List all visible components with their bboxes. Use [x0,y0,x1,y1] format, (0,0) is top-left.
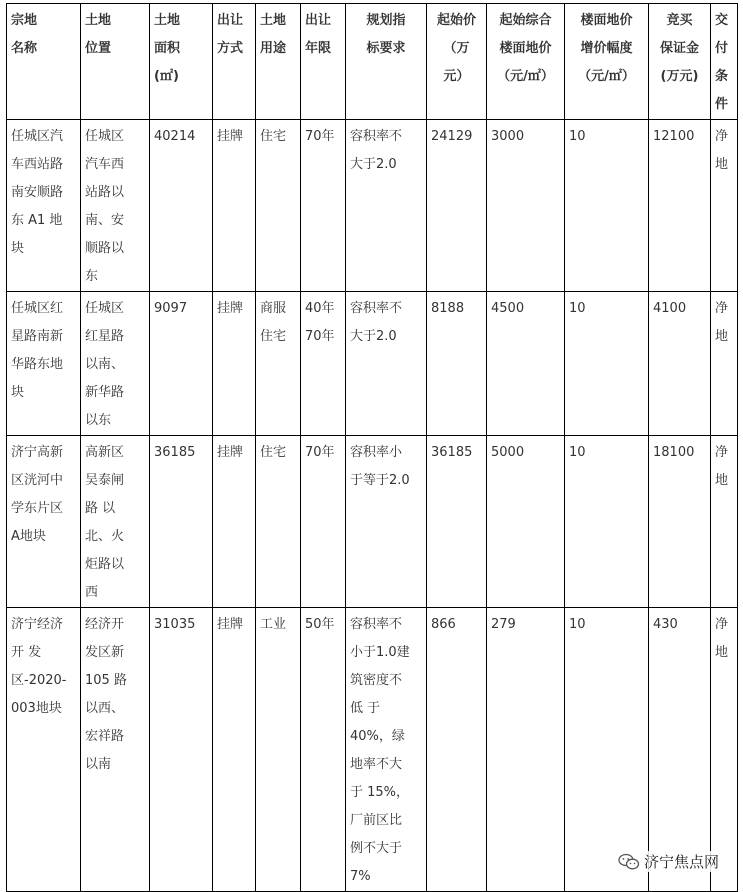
header-line: 面积 [154,41,181,56]
cell-line: 70年 [305,329,335,344]
cell-line: 105 路 [85,673,127,688]
header-line: 元） [443,69,470,84]
cell-term [301,292,346,436]
header-location [81,4,150,120]
cell-parcel-name [7,436,81,608]
cell-floor-price [487,120,565,292]
header-line: 名称 [11,41,38,56]
header-line: 交 [715,13,729,28]
cell-line: 10 [569,617,586,632]
cell-term [301,436,346,608]
header-line: 竞买 [666,13,693,28]
cell-line: 地 [715,329,729,344]
cell-deposit [649,436,711,608]
cell-line: 10 [569,301,586,316]
cell-line: 挂牌 [217,129,244,144]
cell-line: 商服 [260,301,287,316]
cell-line: 济宁高新 [11,445,64,460]
cell-line: 40214 [154,129,196,144]
cell-line: 18100 [653,445,695,460]
cell-line: 住宅 [260,329,287,344]
cell-parcel-name [7,120,81,292]
cell-area [150,608,213,892]
cell-line: 挂牌 [217,617,244,632]
cell-line: 西 [85,585,99,600]
cell-line: 站路以 [85,185,125,200]
header-term [301,4,346,120]
cell-term [301,608,346,892]
cell-location [81,292,150,436]
cell-line: 挂牌 [217,445,244,460]
cell-line: 路 以 [85,501,116,516]
cell-line: 地 [715,645,729,660]
header-line: 增价幅度 [580,41,633,56]
cell-line: 24129 [431,129,473,144]
cell-line: 区-2020- [11,673,67,688]
cell-line: 430 [653,617,678,632]
header-line: 年限 [305,41,332,56]
table-body [7,120,738,892]
cell-starting-price [427,436,487,608]
cell-line: 36185 [154,445,196,460]
table-row [7,292,738,436]
header-line: 出让 [217,13,244,28]
cell-line: 车西站路 [11,157,64,172]
cell-line: 济宁经济 [11,617,64,632]
cell-deposit [649,292,711,436]
cell-line: 新华路 [85,385,125,400]
cell-line: 星路南新 [11,329,64,344]
cell-line: 50年 [305,617,335,632]
cell-line: 以南 [85,757,112,772]
cell-line: 任城区汽 [11,129,64,144]
cell-line: 36185 [431,445,473,460]
cell-line: 发区新 [85,645,125,660]
watermark [616,851,721,872]
header-line: 土地 [260,13,287,28]
cell-parcel-name [7,608,81,892]
cell-line: 任城区红 [11,301,64,316]
header-price-increment [565,4,649,120]
cell-line: 7% [350,869,371,884]
header-line: 起始价 [436,13,476,28]
cell-line: 9097 [154,301,188,316]
header-line: 保证金 [659,41,699,56]
cell-location [81,436,150,608]
cell-land-use [256,120,301,292]
cell-line: 北、火 [85,529,125,544]
cell-line: 地率不大 [350,757,403,772]
cell-planning-requirements [346,608,427,892]
cell-area [150,120,213,292]
header-line: 件 [715,97,729,112]
cell-delivery-condition [711,436,738,608]
cell-deposit [649,120,711,292]
cell-floor-price [487,608,565,892]
cell-line: 净 [715,129,729,144]
header-transfer-method [213,4,256,120]
cell-line: 块 [11,385,25,400]
cell-line: 低 于 [350,701,381,716]
cell-floor-price [487,292,565,436]
header-line: 起始综合 [499,13,552,28]
cell-line: 70年 [305,129,335,144]
cell-planning-requirements [346,436,427,608]
header-area [150,4,213,120]
cell-line: 任城区 [85,301,125,316]
cell-line: 炬路以 [85,557,125,572]
cell-line: 厂前区比 [350,813,403,828]
cell-line: 华路东地 [11,357,64,372]
cell-price-increment [565,292,649,436]
header-parcel-name [7,4,81,120]
header-line: 土地 [154,13,181,28]
cell-line: 净 [715,445,729,460]
cell-land-use [256,436,301,608]
header-line: 土地 [85,13,112,28]
header-planning-requirements [346,4,427,120]
cell-line: 容积率不 [350,129,403,144]
table-row [7,120,738,292]
cell-delivery-condition [711,292,738,436]
cell-line: 40%，绿 [350,729,405,744]
cell-line: 东 [85,269,99,284]
cell-line: 南、安 [85,213,125,228]
cell-line: 31035 [154,617,196,632]
cell-line: 70年 [305,445,335,460]
land-auction-table [6,3,738,892]
cell-line: 红星路 [85,329,125,344]
cell-line: 003地块 [11,701,62,716]
cell-line: 顺路以 [85,241,125,256]
cell-starting-price [427,608,487,892]
cell-deposit [649,608,711,892]
header-line: 用途 [260,41,287,56]
cell-line: 12100 [653,129,695,144]
cell-line: 小于1.0建 [350,645,410,660]
cell-line: 3000 [491,129,525,144]
cell-delivery-condition [711,120,738,292]
cell-line: 住宅 [260,445,287,460]
cell-planning-requirements [346,120,427,292]
cell-line: 吴泰闸 [85,473,125,488]
header-line: 条 [715,69,729,84]
header-line: 标要求 [366,41,406,56]
header-line: 方式 [217,41,244,56]
cell-line: 筑密度不 [350,673,403,688]
header-starting-price [427,4,487,120]
cell-line: 净 [715,301,729,316]
cell-line: 10 [569,129,586,144]
header-line: 楼面地价 [580,13,633,28]
header-row [7,4,738,120]
header-line: (㎡) [154,69,179,84]
cell-line: 于 15%， [350,785,410,800]
header-floor-price [487,4,565,120]
cell-transfer-method [213,436,256,608]
cell-line: 净 [715,617,729,632]
header-line: 付 [715,41,729,56]
table-row [7,436,738,608]
cell-line: 区洸河中 [11,473,64,488]
cell-line: 例不大于 [350,841,403,856]
cell-line: 地 [715,473,729,488]
cell-line: 容积率不 [350,617,403,632]
cell-planning-requirements [346,292,427,436]
cell-line: 以南、 [85,357,125,372]
cell-line: 经济开 [85,617,125,632]
cell-price-increment [565,120,649,292]
cell-line: 挂牌 [217,301,244,316]
header-line: 规划指 [366,13,406,28]
cell-line: 宏祥路 [85,729,125,744]
cell-land-use [256,608,301,892]
cell-line: 任城区 [85,129,125,144]
cell-line: 工业 [260,617,287,632]
cell-area [150,436,213,608]
header-line: 出让 [305,13,332,28]
header-line: （元/㎡） [578,69,635,84]
cell-line: 高新区 [85,445,125,460]
table-row [7,608,738,892]
cell-delivery-condition [711,608,738,892]
cell-line: 大于2.0 [350,329,397,344]
header-delivery-condition [711,4,738,120]
cell-line: 以东 [85,413,112,428]
cell-location [81,608,150,892]
cell-line: 40年 [305,301,335,316]
cell-parcel-name [7,292,81,436]
cell-line: 4500 [491,301,525,316]
cell-line: 8188 [431,301,465,316]
cell-term [301,120,346,292]
header-line: 宗地 [11,13,38,28]
cell-line: 以西、 [85,701,125,716]
header-line: （万 [443,41,470,56]
header-land-use [256,4,301,120]
cell-line: 866 [431,617,456,632]
cell-line: 汽车西 [85,157,125,172]
header-line: 位置 [85,41,112,56]
cell-line: 住宅 [260,129,287,144]
cell-line: 容积率不 [350,301,403,316]
header-line: （元/㎡） [497,69,554,84]
cell-line: 学东片区 [11,501,64,516]
cell-price-increment [565,436,649,608]
cell-transfer-method [213,292,256,436]
cell-line: 5000 [491,445,525,460]
cell-transfer-method [213,120,256,292]
cell-starting-price [427,120,487,292]
cell-line: 于等于2.0 [350,473,410,488]
header-line: 楼面地价 [499,41,552,56]
cell-line: 4100 [653,301,687,316]
watermark-text: 济宁焦点网 [643,853,719,871]
header-deposit [649,4,711,120]
cell-line: 东 A1 地 [11,213,63,228]
cell-transfer-method [213,608,256,892]
cell-price-increment [565,608,649,892]
cell-line: 块 [11,241,25,256]
header-line: (万元) [660,69,699,84]
cell-location [81,120,150,292]
cell-line: 南安顺路 [11,185,64,200]
wechat-logo-icon [618,853,640,871]
cell-land-use [256,292,301,436]
cell-area [150,292,213,436]
cell-line: 279 [491,617,516,632]
cell-starting-price [427,292,487,436]
cell-line: 开 发 [11,645,42,660]
cell-line: 10 [569,445,586,460]
cell-floor-price [487,436,565,608]
cell-line: 容积率小 [350,445,403,460]
cell-line: A地块 [11,529,46,544]
cell-line: 大于2.0 [350,157,397,172]
cell-line: 地 [715,157,729,172]
